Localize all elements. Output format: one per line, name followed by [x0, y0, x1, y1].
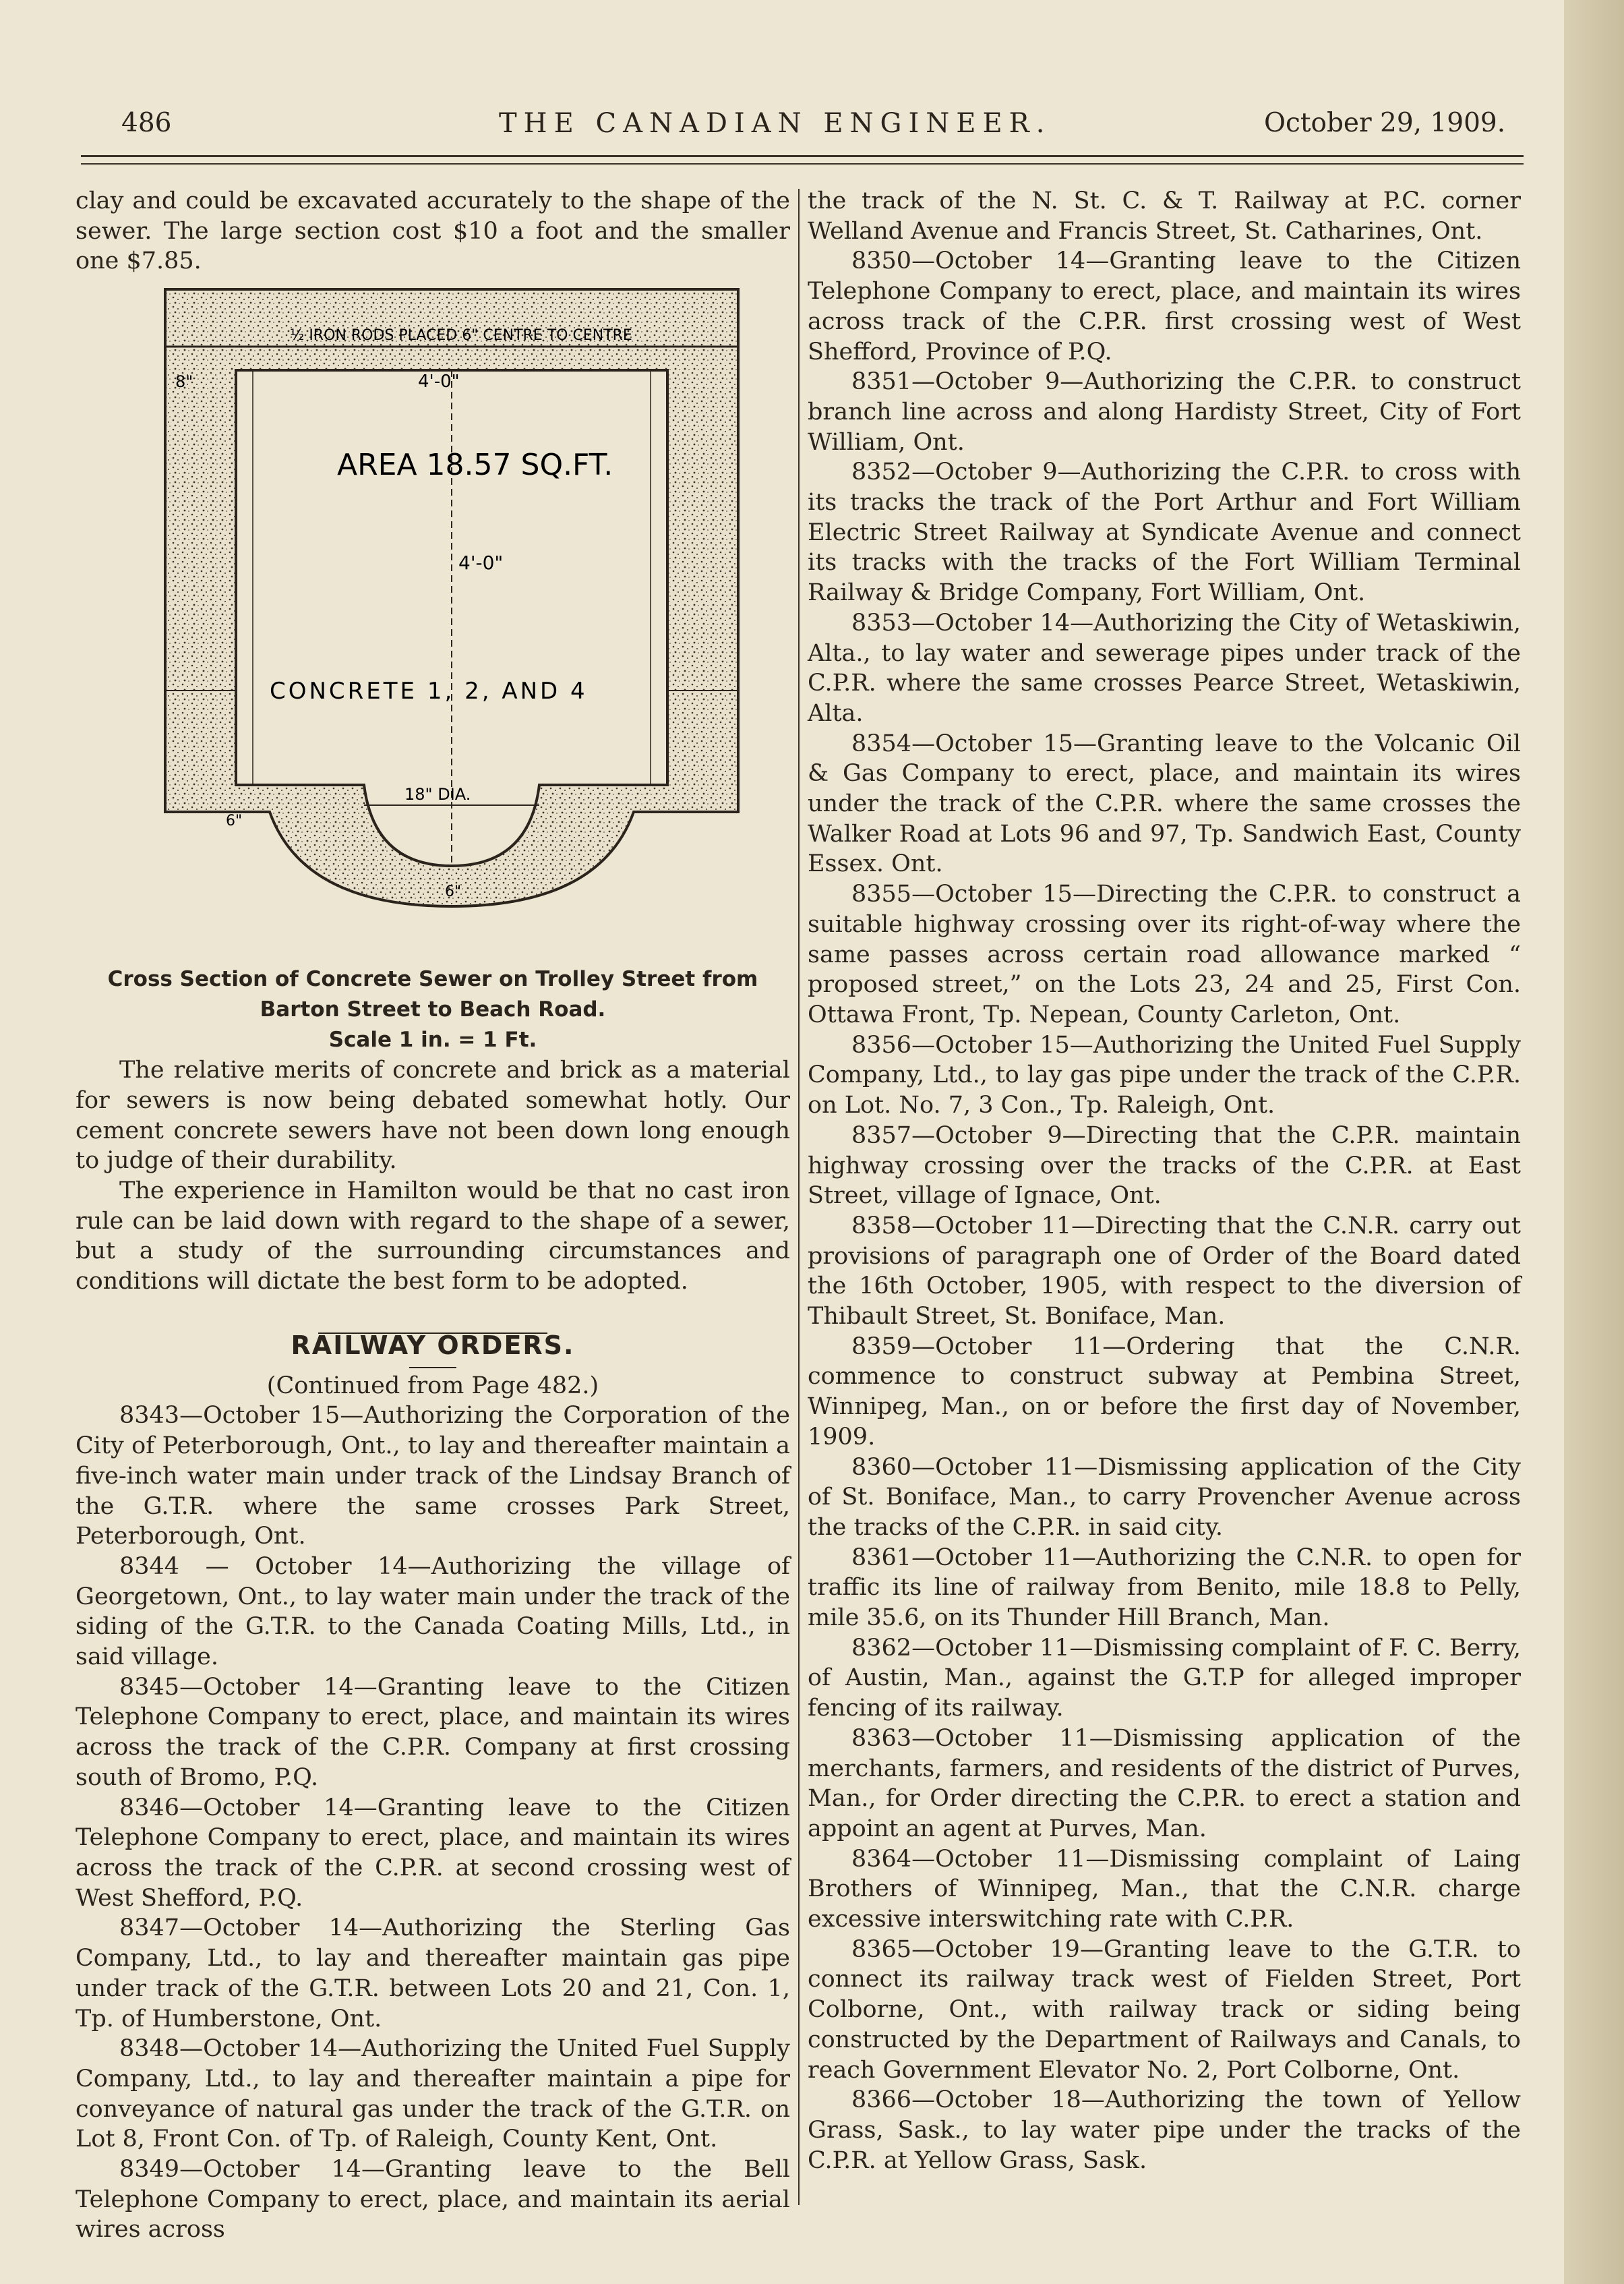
order-entry: 8347—October 14—Authorizing the Sterling Gas Company, Ltd., to lay and thereafter maintain gas pipe under track of the G.T.R. between Lots 20 and 21, Con. 1, Tp. of Humberstone, Ont.	[76, 1914, 790, 2032]
order-entry: 8352—October 9—Authorizing the C.P.R. to cross with its tracks the track of the Port Arthur and Fort William Electric Street Railway at Syndicate Avenue and connect its tracks with the tracks of the Fort William Terminal Railway & Bridge Company, Fort William, Ont.	[808, 459, 1521, 607]
page-number: 486	[121, 108, 172, 138]
order-entry: 8349—October 14—Granting leave to the Bell Telephone Company to erect, place, and maintain its aerial wires across	[76, 2156, 790, 2244]
sewer-diagram	[162, 286, 742, 960]
order-entry: 8359—October 11—Ordering that the C.N.R. commence to construct subway at Pembina Street, Winnipeg, Man., on or before the first day of November, 1909.	[808, 1333, 1521, 1451]
order-entry: 8345—October 14—Granting leave to the Citizen Telephone Company to erect, place, and maintain its wires across the track of the C.P.R. Company at first crossing south of Bromo, P.Q.	[76, 1673, 790, 1791]
height-dimension: 4'-0"	[458, 552, 504, 575]
order-entry: 8364—October 11—Dismissing complaint of Laing Brothers of Winnipeg, Man., that the C.N.R. charge excessive interswitching rate with C.P.R.	[808, 1845, 1521, 1933]
diameter-label: 18" DIA.	[404, 785, 471, 804]
order-entry: 8363—October 11—Dismissing application of the merchants, farmers, and residents of the district of Purves, Man., for Order directing the C.P.R. to erect a station and appoint an agent at Purves, Man.	[808, 1724, 1521, 1842]
area-label: AREA 18.57 SQ.FT.	[337, 448, 613, 483]
order-entry: 8360—October 11—Dismissing application of the City of St. Boniface, Man., to carry Provencher Avenue across the tracks of the C.P.R. in said city.	[808, 1453, 1521, 1541]
bottom-dimension: 6"	[445, 883, 462, 901]
header-rule-thin	[81, 163, 1524, 165]
left-column	[76, 186, 790, 2245]
order-entry: 8365—October 19—Granting leave to the G.T.R. to connect its railway track west of Fielden Street, Port Colborne, Ont., with railway track or siding being constructed by the Department of Railways and Canals, to reach Government Elevator No. 2, Port Colborne, Ont.	[808, 1935, 1521, 2084]
order-entry: 8354—October 15—Granting leave to the Volcanic Oil & Gas Company to erect, place, and maintain its wires under the track of the C.P.R. where the same crosses the Walker Road at Lots 96 and 97, Tp. Sandwich East, County Essex. Ont.	[808, 730, 1521, 878]
order-entry: 8355—October 15—Directing the C.P.R. to construct a suitable highway crossing over its right-of-way where the same passes across certain road allowance marked “ proposed street,” on the Lots 23, 24 and 25, First Con. Ottawa Front, Tp. Nepean, County Carleton, Ont.	[808, 881, 1521, 1028]
caption-line-1: Cross Section of Concrete Sewer on Trolley Street from	[107, 967, 758, 992]
order-entry: 8343—October 15—Authorizing the Corporation of the City of Peterborough, Ont., to lay and thereafter maintain a five-inch water main under track of the Lindsay Branch of the G.T.R. where the same crosses Park Street, Peterborough, Ont.	[76, 1402, 790, 1550]
section-heading: RAILWAY ORDERS.	[291, 1330, 575, 1360]
right-column	[808, 186, 1521, 2175]
continued-note: (Continued from Page 482.)	[266, 1372, 599, 1399]
concrete-label: CONCRETE 1, 2, AND 4	[270, 678, 588, 705]
order-entry: 8350—October 14—Granting leave to the Citizen Telephone Company to erect, place, and maintain its wires across track of the C.P.R. first crossing west of West Shefford, Province of P.Q.	[808, 247, 1521, 365]
intro-paragraph: clay and could be excavated accurately to the shape of the sewer. The large section cost $10 a foot and the smaller one $7.85.	[76, 187, 790, 275]
order-entry: 8357—October 9—Directing that the C.P.R. maintain highway crossing over the tracks of the C.P.R. at East Street, village of Ignace, Ont.	[808, 1121, 1521, 1210]
order-entry: 8362—October 11—Dismissing complaint of F. C. Berry, of Austin, Man., against the G.T.P for alleged improper fencing of its railway.	[808, 1634, 1521, 1722]
caption-line-2: Barton Street to Beach Road.	[260, 997, 606, 1022]
paragraph: The relative merits of concrete and brick as a material for sewers is now being debated somewhat hotly. Our cement concrete sewers have not been down long enough to judge of their durability.	[76, 1057, 790, 1175]
order-entry: 8351—October 9—Authorizing the C.P.R. to construct branch line across and along Hardisty Street, City of Fort William, Ont.	[808, 368, 1521, 456]
order-entry: 8356—October 15—Authorizing the United Fuel Supply Company, Ltd., to lay gas pipe under the track of the C.P.R. on Lot. No. 7, 3 Con., Tp. Raleigh, Ont.	[808, 1031, 1521, 1119]
order-entry: 8358—October 11—Directing that the C.N.R. carry out provisions of paragraph one of Order of the Board dated the 16th October, 1905, with respect to the diversion of Thibault Street, St. Boniface, Man.	[808, 1212, 1521, 1330]
page-binding	[1564, 0, 1624, 2284]
sewer-cross-section-figure	[162, 286, 742, 960]
order-entry: 8346—October 14—Granting leave to the Citizen Telephone Company to erect, place, and maintain its wires across the track of the C.P.R. at second crossing west of West Shefford, P.Q.	[76, 1794, 790, 1912]
header-rule	[81, 155, 1524, 157]
section-ornament	[76, 1308, 790, 1321]
order-entry: 8361—October 11—Authorizing the C.N.R. to open for traffic its line of railway from Benito, mile 18.8 to Pelly, mile 35.6, on its Thunder Hill Branch, Man.	[808, 1544, 1521, 1632]
caption-line-3: Scale 1 in. = 1 Ft.	[328, 1028, 537, 1053]
heading-rule	[409, 1367, 456, 1368]
figure-caption	[76, 964, 790, 1055]
side-dimension: 6"	[226, 813, 243, 830]
iron-rods-label: ½ IRON RODS PLACED 6" CENTRE TO CENTRE	[290, 327, 632, 345]
paragraph: The experience in Hamilton would be that no cast iron rule can be laid down with regard to the shape of a sewer, but a study of the surrounding circumstances and conditions will dictate the best form to be adopted.	[76, 1177, 790, 1295]
order-entry: 8353—October 14—Authorizing the City of Wetaskiwin, Alta., to lay water and sewerage pipes under track of the C.P.R. where the same crosses Pearce Street, Wetaskiwin, Alta.	[808, 609, 1521, 727]
issue-date: October 29, 1909.	[1264, 108, 1506, 138]
column-divider	[798, 189, 800, 2205]
order-entry: 8366—October 18—Authorizing the town of Yellow Grass, Sask., to lay water pipe under the tracks of the C.P.R. at Yellow Grass, Sask.	[808, 2086, 1521, 2174]
width-dimension: 4'-0"	[418, 372, 460, 392]
corner-dimension: 8"	[175, 372, 193, 392]
order-entry: 8348—October 14—Authorizing the United Fuel Supply Company, Ltd., to lay and thereafter maintain a pipe for conveyance of natural gas under the track of the G.T.R. on Lot 8, Front Con. of Tp. of Raleigh, County Kent, Ont.	[76, 2035, 790, 2153]
order-entry: 8344 — October 14—Authorizing the village of Georgetown, Ont., to lay water main under the track of the siding of the G.T.R. to the Canada Coating Mills, Ltd., in said village.	[76, 1552, 790, 1671]
continuation-paragraph: the track of the N. St. C. & T. Railway at P.C. corner Welland Avenue and Francis Street, St. Catharines, Ont.	[808, 187, 1521, 245]
masthead: THE CANADIAN ENGINEER.	[499, 108, 1052, 139]
